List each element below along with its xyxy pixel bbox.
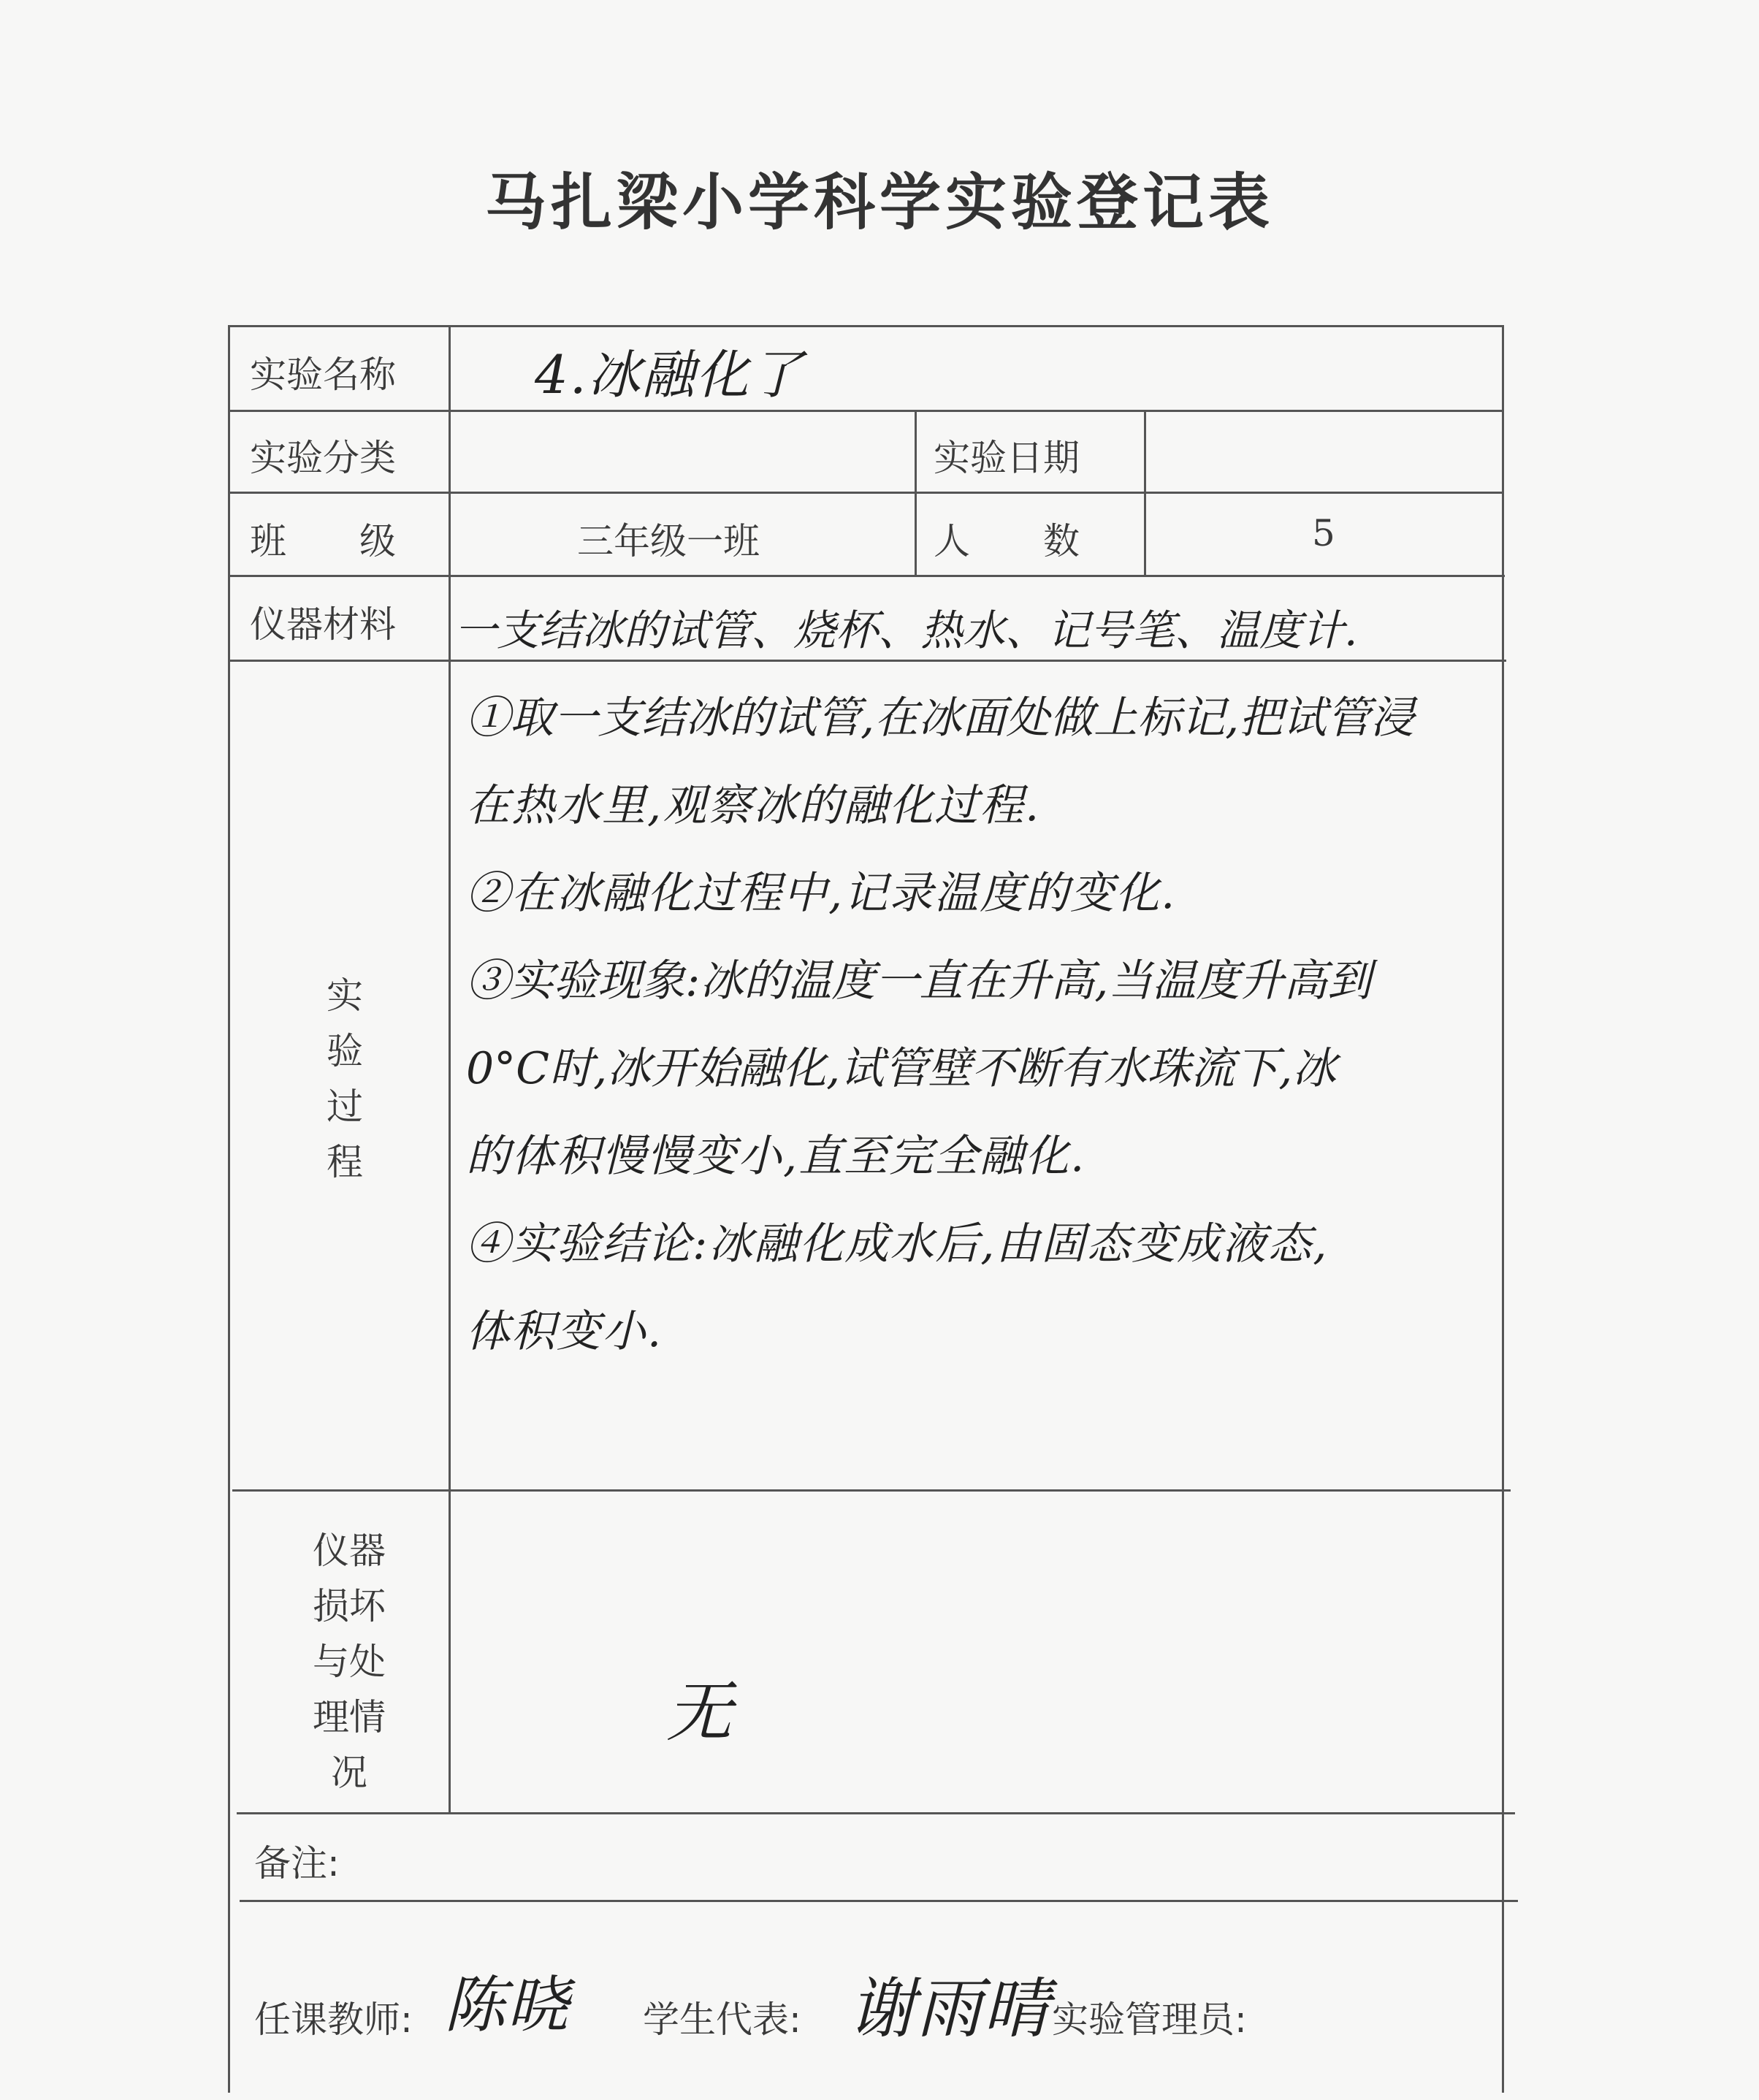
register-form (228, 325, 1508, 2100)
materials-label: 仪器材料 (250, 603, 396, 646)
damage-label-line: 仪器 (313, 1530, 386, 1572)
damage-value: 无 (666, 1674, 733, 1751)
teacher-label: 任课教师: (254, 1998, 413, 2041)
damage-label-line: 况 (331, 1752, 367, 1794)
mid-column-divider (915, 410, 917, 575)
process-text (466, 674, 1503, 1375)
process-label-char: 程 (327, 1141, 363, 1183)
process-line: 在热水里,观察冰的融化过程. (466, 780, 1041, 831)
materials-value: 一支结冰的试管、烧杯、热水、记号笔、温度计. (454, 606, 1358, 655)
damage-label-line: 理情 (313, 1696, 386, 1738)
process-line: 的体积慢慢变小,直至完全融化. (466, 1131, 1086, 1182)
student-signature: 谢雨晴 (849, 1971, 1050, 2047)
row-line-5 (232, 1489, 1511, 1492)
row-line-3 (228, 575, 1505, 577)
class-value: 三年级一班 (577, 520, 760, 562)
student-label: 学生代表: (643, 1998, 801, 2041)
row-line-top (228, 325, 1503, 327)
damage-label-line: 损坏 (313, 1585, 386, 1627)
process-line: ④实验结论:冰融化成水后,由固态变成液态, (466, 1218, 1329, 1269)
process-label-char: 过 (327, 1085, 363, 1128)
class-label: 班 级 (250, 520, 396, 562)
process-label-char: 验 (327, 1030, 363, 1072)
process-line: 体积变小. (466, 1306, 663, 1357)
damage-label (298, 1523, 400, 1801)
row-line-7 (240, 1900, 1518, 1902)
count-value: 5 (1312, 512, 1335, 554)
label-column-divider (449, 325, 451, 1812)
damage-label-line: 与处 (313, 1641, 386, 1683)
remarks-label: 备注: (254, 1842, 340, 1885)
teacher-signature: 陈晓 (444, 1969, 571, 2041)
experiment-name-value: 4.冰融化了 (535, 344, 804, 405)
process-line: ①取一支结冰的试管,在冰面处做上标记,把试管浸 (466, 692, 1415, 744)
process-line: ③实验现象:冰的温度一直在升高,当温度升高到 (466, 955, 1372, 1007)
row-line-6 (237, 1812, 1515, 1814)
process-label (316, 968, 374, 1190)
count-label: 人 数 (934, 520, 1080, 562)
date-label: 实验日期 (934, 437, 1080, 479)
process-label-char: 实 (327, 974, 363, 1017)
category-label: 实验分类 (250, 437, 396, 479)
form-title: 马扎梁小学科学实验登记表 (484, 167, 1274, 238)
process-line: 0°C时,冰开始融化,试管壁不断有水珠流下,冰 (466, 1043, 1337, 1094)
mid-column-divider-2 (1144, 410, 1146, 575)
admin-label: 实验管理员: (1052, 1998, 1247, 2041)
row-line-1 (228, 410, 1503, 412)
row-line-2 (228, 492, 1503, 494)
process-line: ②在冰融化过程中,记录温度的变化. (466, 868, 1177, 919)
experiment-name-label: 实验名称 (250, 354, 396, 396)
outer-left-border (228, 325, 230, 2093)
